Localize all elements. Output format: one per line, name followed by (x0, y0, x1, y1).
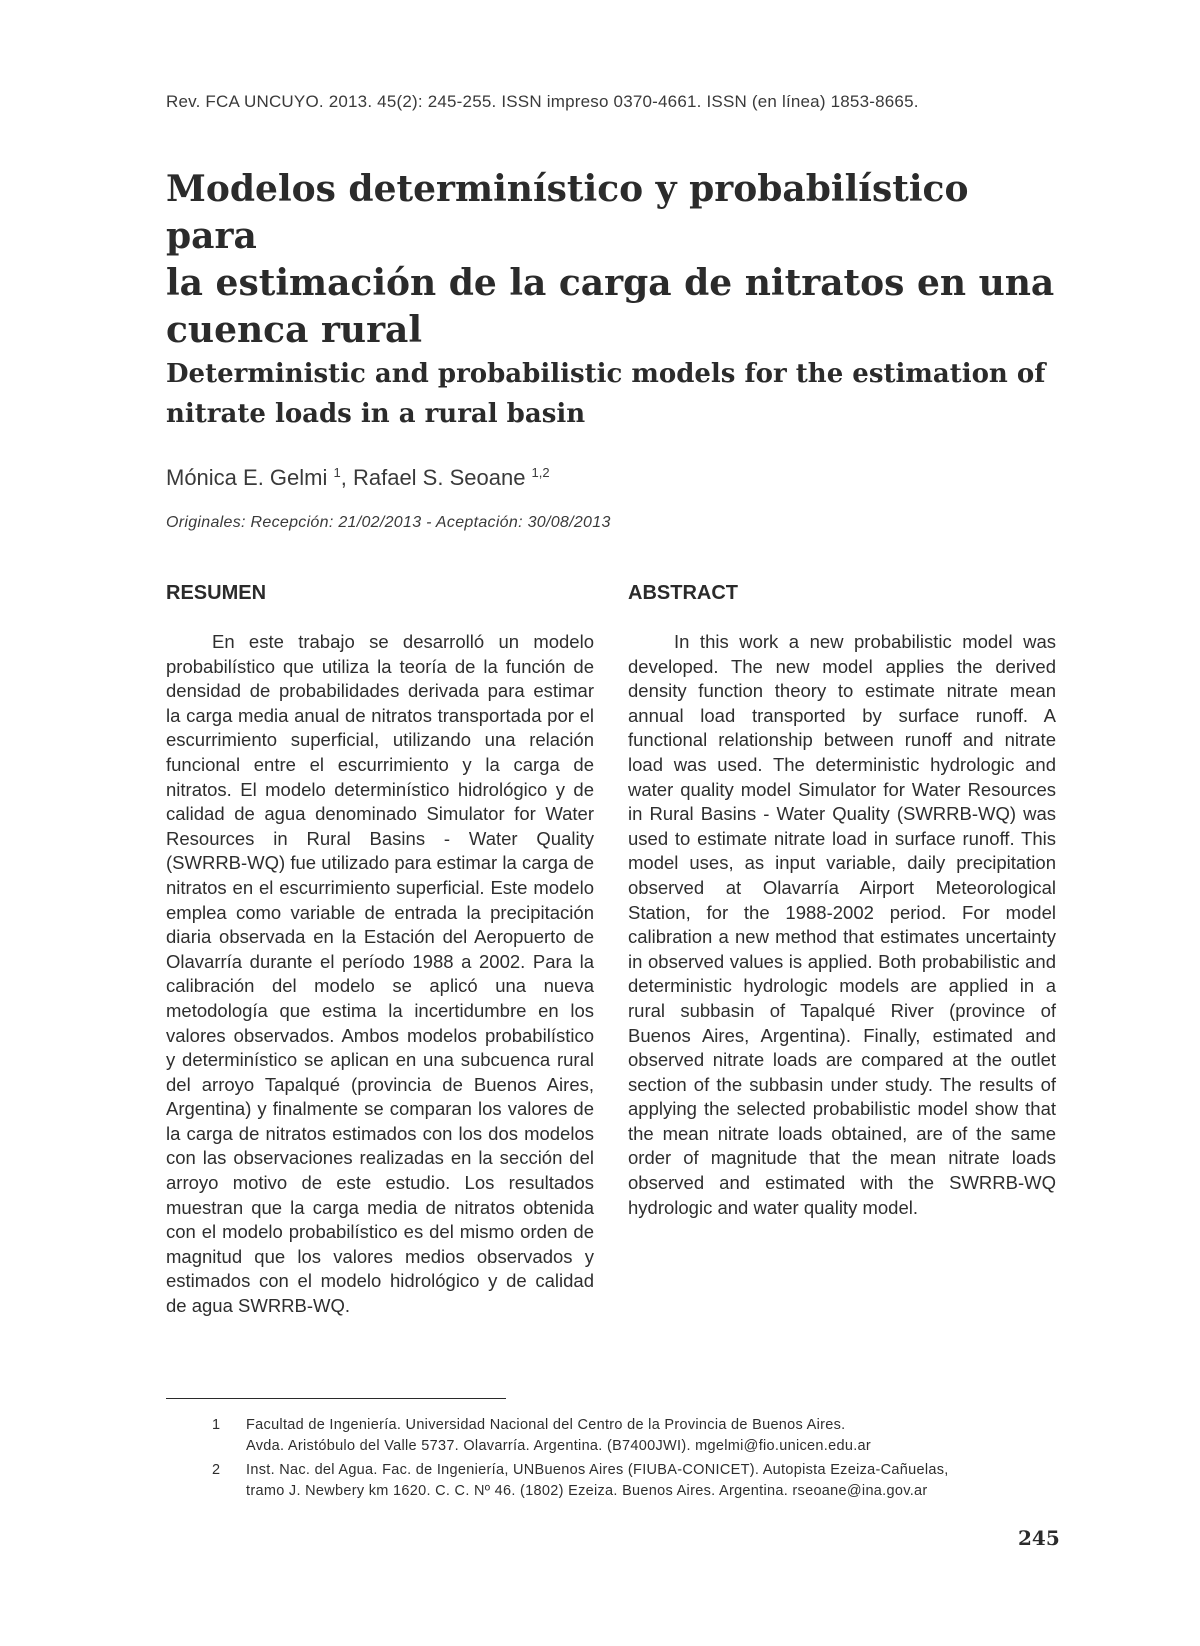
footnote-line: Inst. Nac. del Agua. Fac. de Ingeniería, UNBuenos Aires (FIUBA-CONICET). Autopista Ezeiza-Cañuelas, (246, 1462, 949, 1478)
footnote-number: 1 (212, 1417, 221, 1433)
footnote-number: 2 (212, 1462, 221, 1478)
title-english-line-2: nitrate loads in a rural basin (166, 399, 586, 429)
footnote-line: Facultad de Ingeniería. Universidad Nacional del Centro de la Provincia de Buenos Aires. (246, 1417, 846, 1433)
author-name: Rafael S. Seoane (352, 465, 532, 490)
abstract-text: In this work a new probabilistic model was developed. The new model applies the derived density function theory to estimate nitrate mean annual load transported by surface runoff. A functional relationship between runoff and nitrate load was used. The deterministic hydrologic and water quality model Simulator for Water Resources in Rural Basins - Water Quality (SWRRB-WQ) was used to estimate nitrate load in surface runoff. This model uses, as input variable, daily precipitation observed at Olavarría Airport Meteorological Station, for the 1988-2002 period. For model calibration a new method that estimates uncertainty in observed values is applied. Both probabilistic and deterministic hydrologic models are applied in a rural subbasin of Tapalqué River (province of Buenos Aires, Argentina). Finally, estimated and observed nitrate loads are compared at the outlet section of the subbasin under study. The results of applying the selected probabilistic model show that the mean nitrate loads obtained, are of the same order of magnitude that the mean nitrate loads observed and estimated with the SWRRB-WQ hydrologic and water quality model. (628, 631, 1056, 1218)
footnote-line: tramo J. Newbery km 1620. C. C. Nº 46. (1802) Ezeiza. Buenos Aires. Argentina. rseoane@ina.gov.ar (246, 1483, 928, 1499)
footnote-item (166, 1460, 1046, 1502)
author-affiliation: 1 (333, 465, 341, 480)
footnotes (166, 1415, 1046, 1505)
footnote-item (166, 1415, 1046, 1457)
running-head: Rev. FCA UNCUYO. 2013. 45(2): 245-255. ISSN impreso 0370-4661. ISSN (en línea) 1853-8665. (166, 92, 919, 111)
author-affiliation: 1,2 (531, 465, 550, 480)
title-spanish-line-3: cuenca rural (166, 309, 423, 351)
author-name: Mónica E. Gelmi (166, 465, 334, 490)
resumen-text: En este trabajo se desarrolló un modelo probabilístico que utiliza la teoría de la función de densidad de probabilidades derivada para estimar la carga media anual de nitratos transportada por el escurrimiento superficial, utilizando una relación funcional entre el escurrimiento y la carga de nitratos. El modelo determinístico hidrológico y de calidad de agua denominado Simulator for Water Resources in Rural Basins - Water Quality (SWRRB-WQ) fue utilizado para estimar la carga de nitratos en el escurrimiento superficial. Este modelo emplea como variable de entrada la precipitación diaria observada en la Estación del Aeropuerto de Olavarría durante el período 1988 a 2002. Para la calibración del modelo se aplicó una nueva metodología que estima la incertidumbre en los valores observados. Ambos modelos probabilístico y determinístico se aplican en una subcuenca rural del arroyo Tapalqué (provincia de Buenos Aires, Argentina) y finalmente se comparan los valores de la carga de nitratos estimados con los dos modelos con las observaciones realizadas en la sección del arroyo motivo de este estudio. Los resultados muestran que la carga media de nitratos obtenida con el modelo probabilístico es del mismo orden de magnitud que los valores medios observados y estimados con el modelo hidrológico y de calidad de agua SWRRB-WQ. (166, 631, 594, 1317)
page-number: 245 (1018, 1526, 1060, 1550)
footnote-text (246, 1460, 1046, 1502)
footnote-divider (166, 1398, 506, 1399)
footnote-line: Avda. Aristóbulo del Valle 5737. Olavarría. Argentina. (B7400JWI). mgelmi@fio.unicen.edu.ar (246, 1438, 872, 1454)
title-english (166, 354, 1066, 434)
abstract-heading: ABSTRACT (628, 582, 738, 604)
title-spanish-line-1: Modelos determinístico y probabilístico para (166, 168, 969, 257)
abstract-column (628, 630, 1056, 1220)
resumen-heading: RESUMEN (166, 582, 267, 604)
footnote-text (246, 1415, 1046, 1457)
title-english-line-1: Deterministic and probabilistic models for the estimation of (166, 359, 1046, 389)
author-separator: , (340, 465, 353, 490)
submission-dates: Originales: Recepción: 21/02/2013 - Aceptación: 30/08/2013 (166, 514, 611, 531)
title-spanish-line-2: la estimación de la carga de nitratos en una (166, 262, 1055, 304)
title-spanish (166, 166, 1066, 354)
author-list (166, 465, 550, 491)
resumen-column (166, 630, 594, 1319)
